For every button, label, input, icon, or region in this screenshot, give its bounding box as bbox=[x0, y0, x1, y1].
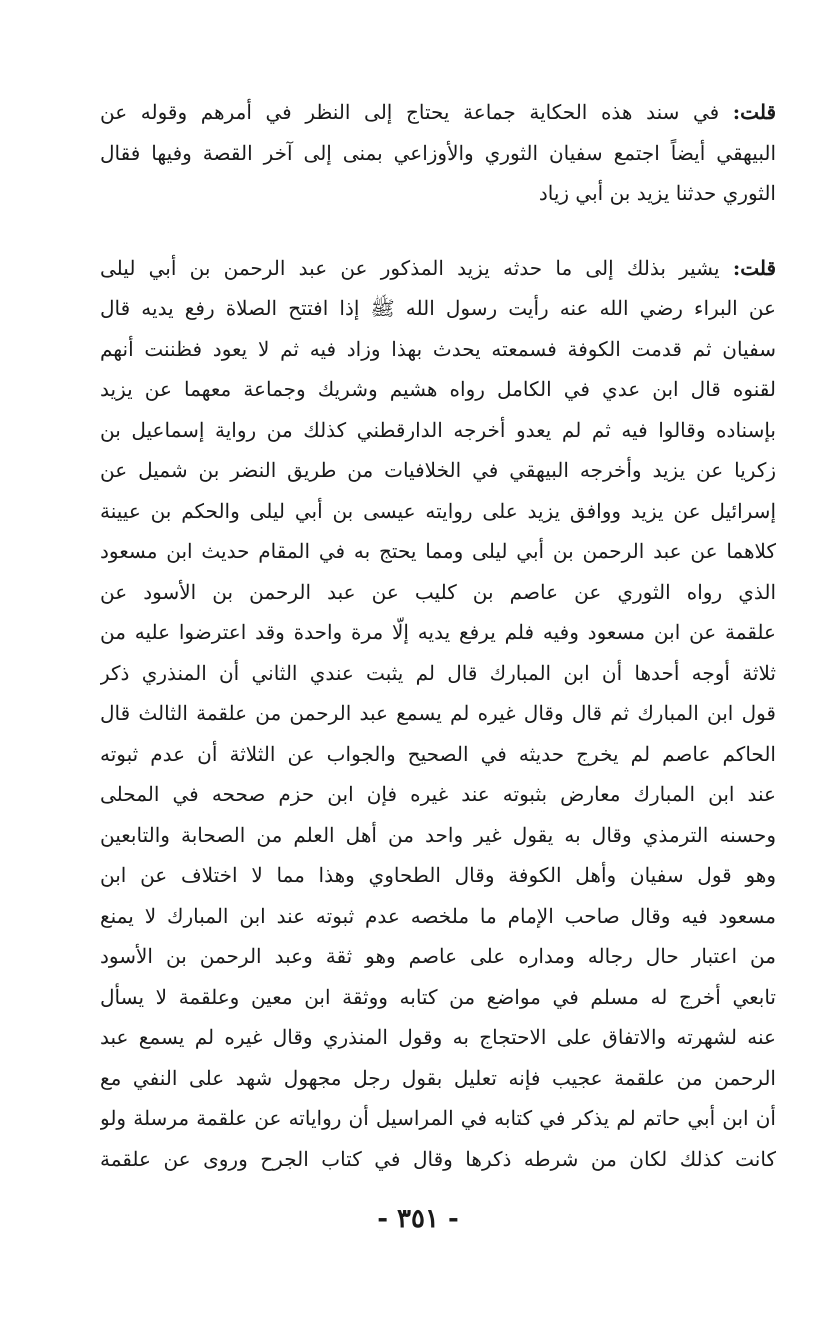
paragraph-1 bbox=[100, 92, 776, 214]
text-line: الرحمن من علقمة عجيب فإنه تعليل بقول رجل مجهول شهد على النفي مع bbox=[100, 1065, 776, 1090]
text-line: عند ابن المبارك معارض بثبوته عند غيره فإن ابن حزم صححه في المحلى bbox=[100, 782, 776, 806]
text-line: عنه لشهرته والاتفاق على الاحتجاج به وقول المنذري وقال غيره لم يسمع عبد bbox=[100, 1025, 776, 1049]
text-line: بإسناده وقالوا فيه ثم لم يعدو أخرجه الدارقطني كذلك من رواية إسماعيل بن bbox=[100, 417, 776, 442]
text-line: تابعي أخرج له مسلم في مواضع من كتابه ووثقة ابن معين وعلقمة لا يسأل bbox=[100, 984, 776, 1009]
text-line: مسعود فيه وقال صاحب الإمام ما ملخصه عدم ثبوته عند ابن المبارك لا يمنع bbox=[100, 903, 776, 928]
text-line: كانت كذلك لكان من شرطه ذكرها وقال في كتاب الجرح وروى عن علقمة bbox=[100, 1146, 776, 1171]
paragraph-2 bbox=[100, 248, 776, 1180]
text-line: علقمة عن ابن مسعود وفيه فلم يرفع يديه إلّا مرة واحدة وقد اعترضوا عليه من bbox=[100, 620, 776, 644]
text-line: ثلاثة أوجه أحدها أن ابن المبارك قال لم يثبت عندي الثاني أن المنذري ذكر bbox=[100, 660, 776, 685]
page-number: - ٣٥١ - bbox=[377, 1204, 459, 1234]
text-line: إسرائيل عن يزيد ووافق يزيد على روايته عيسى بن أبي ليلى والحكم بن عيينة bbox=[100, 498, 776, 523]
text-line: وهو قول سفيان وأهل الكوفة وقال الطحاوي وهذا مما لا اختلاف عن ابن bbox=[100, 863, 776, 887]
text-line: الذي رواه الثوري عن عاصم بن كليب عن عبد الرحمن بن الأسود عن bbox=[100, 579, 776, 604]
page-body bbox=[100, 92, 776, 1179]
line-text: في سند هذه الحكاية جماعة يحتاج إلى النظر في أمرهم وقوله عن bbox=[100, 100, 720, 124]
text-line: أن ابن أبي حاتم لم يذكر في كتابه في المراسيل أن رواياته عن علقمة مرسلة ولو bbox=[100, 1106, 776, 1130]
text-line: لقنوه قال ابن عدي في الكامل رواه هشيم وشريك وجماعة معهما عن يزيد bbox=[100, 377, 776, 401]
text-line: عن البراء رضي الله عنه رأيت رسول الله ﷺ إذا افتتح الصلاة رفع يديه قال bbox=[100, 296, 776, 320]
line-text: يشير بذلك إلى ما حدثه يزيد المذكور عن عبد الرحمن بن أبي ليلى bbox=[100, 255, 720, 280]
text-line: قول ابن المبارك ثم قال وقال غيره لم يسمع عبد الرحمن من علقمة الثالث قال bbox=[100, 701, 776, 725]
text-line: زكريا عن يزيد وأخرجه البيهقي في الخلافيات من طريق النضر بن شميل عن bbox=[100, 458, 776, 482]
paragraph-lead: قلت: bbox=[732, 255, 776, 280]
text-line: الحاكم عاصم لم يخرج حديثه في الصحيح والجواب عن الثلاثة أن عدم ثبوته bbox=[100, 741, 776, 766]
text-line bbox=[100, 92, 776, 133]
text-line: وحسنه الترمذي وقال به يقول غير واحد من أهل العلم من الصحابة والتابعين bbox=[100, 822, 776, 847]
text-line bbox=[100, 248, 776, 289]
paragraph-lead: قلت: bbox=[732, 100, 776, 124]
text-line: من اعتبار حال رجاله ومداره على عاصم وهو ثقة وعبد الرحمن بن الأسود bbox=[100, 944, 776, 968]
text-line: كلاهما عن عبد الرحمن بن أبي ليلى ومما يحتج به في المقام حديث ابن مسعود bbox=[100, 539, 776, 563]
text-line: الثوري حدثنا يزيد بن أبي زياد bbox=[538, 181, 776, 205]
text-line: البيهقي أيضاً اجتمع سفيان الثوري والأوزاعي بمنى إلى آخر القصة وفيها فقال bbox=[100, 140, 776, 165]
text-line: سفيان ثم قدمت الكوفة فسمعته يحدث بهذا وزاد فيه ثم لا يعود فظننت أنهم bbox=[100, 336, 776, 361]
